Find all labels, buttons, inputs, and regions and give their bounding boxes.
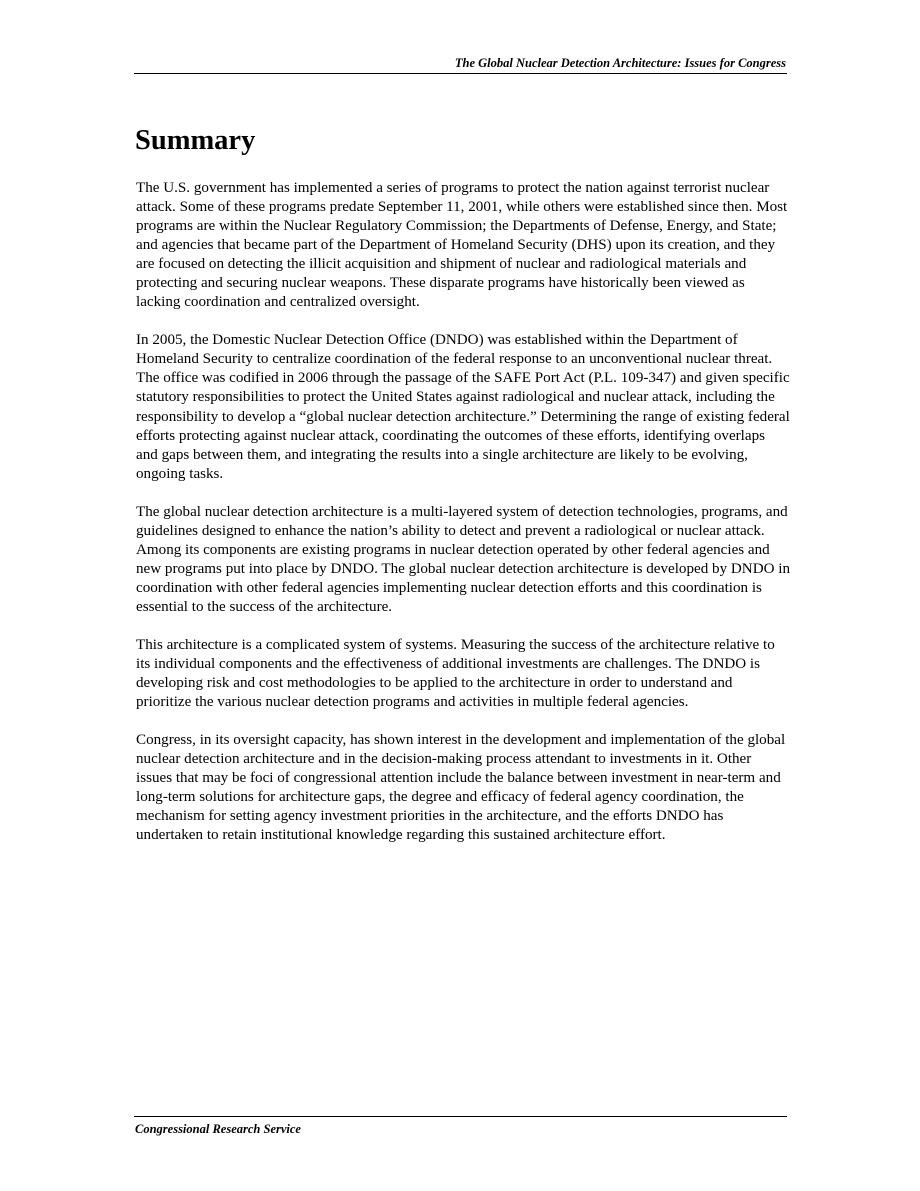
footer-publisher: Congressional Research Service — [135, 1122, 301, 1136]
summary-paragraph-3: The global nuclear detection architecture is a multi-layered system of detection technologies, programs, and guidelines designed to enhance the nation’s ability to detect and prevent a radiological or nuclear attack. Among its components are existing programs in nuclear detection operated by other federal agencies and new programs put into place by DNDO. The global nuclear detection architecture is developed by DNDO in coordination with other federal agencies implementing nuclear detection efforts and this coordination is essential to the success of the architecture. — [136, 503, 791, 615]
summary-body — [136, 179, 790, 864]
summary-paragraph-1: The U.S. government has implemented a series of programs to protect the nation against terrorist nuclear attack. Some of these programs predate September 11, 2001, while others were established since then. Most programs are within the Nuclear Regulatory Commission; the Departments of Defense, Energy, and State; and agencies that became part of the Department of Homeland Security (DHS) upon its creation, and they are focused on detecting the illicit acquisition and shipment of nuclear and radiological materials and protecting and securing nuclear weapons. These disparate programs have historically been viewed as lacking coordination and centralized oversight. — [136, 180, 788, 311]
summary-paragraph-5: Congress, in its oversight capacity, has shown interest in the development and implementation of the global nuclear detection architecture and in the decision-making process attendant to investments in it. Other issues that may be foci of congressional attention include the balance between investment in near-term and long-term solutions for architecture gaps, the degree and efficacy of federal agency coordination, the mechanism for setting agency investment priorities in the architecture, and the efforts DNDO has undertaken to retain institutional knowledge regarding this sustained architecture effort. — [136, 732, 786, 844]
summary-paragraph-2: In 2005, the Domestic Nuclear Detection Office (DNDO) was established within the Department of Homeland Security to centralize coordination of the federal response to an unconventional nuclear threat. The office was codified in 2006 through the passage of the SAFE Port Act (P.L. 109-347) and given specific statutory responsibilities to protect the United States against radiological and nuclear attack, including the responsibility to develop a “global nuclear detection architecture.” Determining the range of existing federal efforts protecting against nuclear attack, coordinating the outcomes of these efforts, identifying overlaps and gaps between them, and integrating the results into a single architecture are likely to be evolving, ongoing tasks. — [136, 332, 790, 482]
section-heading: Summary — [135, 125, 256, 156]
running-footer — [134, 1116, 787, 1136]
summary-paragraph-4: This architecture is a complicated system of systems. Measuring the success of the architecture relative to its individual components and the effectiveness of additional investments are challenges. The DNDO is developing risk and cost methodologies to be applied to the architecture in order to understand and prioritize the various nuclear detection programs and activities in multiple federal agencies. — [136, 636, 775, 711]
running-header — [134, 55, 787, 74]
running-header-title: The Global Nuclear Detection Architecture: Issues for Congress — [454, 56, 786, 70]
